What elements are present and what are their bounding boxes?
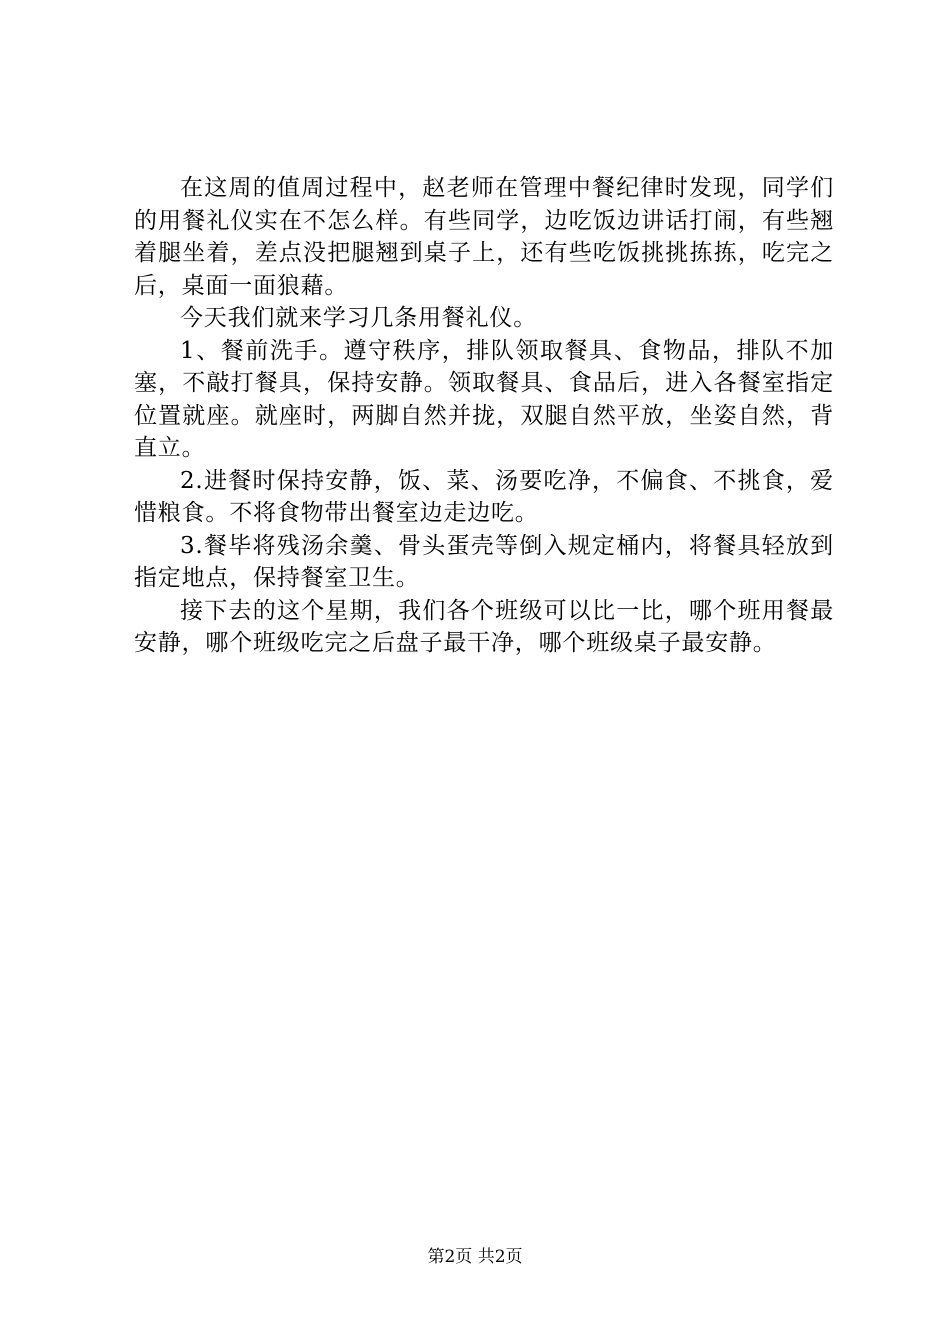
paragraph-conclusion: 接下去的这个星期，我们各个班级可以比一比，哪个班用餐最安静，哪个班级吃完之后盘子最干净，哪个班级桌子最安静。 (134, 597, 834, 656)
paragraph-rule-1: 1、餐前洗手。遵守秩序，排队领取餐具、食物品，排队不加塞，不敲打餐具，保持安静。领取餐具、食品后，进入各餐室指定位置就座。就座时，两脚自然并拢，双腿自然平放，坐姿自然，背直立。 (134, 337, 834, 461)
document-body (134, 172, 834, 660)
paragraph-intro: 在这周的值周过程中，赵老师在管理中餐纪律时发现，同学们的用餐礼仪实在不怎么样。有些同学，边吃饭边讲话打闹，有些翘着腿坐着，差点没把腿翘到桌子上，还有些吃饭挑挑拣拣，吃完之后，桌面一面狼藉。 (134, 175, 834, 299)
paragraph-rule-3: 3.餐毕将残汤余羹、骨头蛋壳等倒入规定桶内，将餐具轻放到指定地点，保持餐室卫生。 (134, 532, 834, 591)
paragraph-rule-2: 2.进餐时保持安静，饭、菜、汤要吃净，不偏食、不挑食，爱惜粮食。不将食物带出餐室边走边吃。 (134, 467, 834, 526)
paragraph-topic: 今天我们就来学习几条用餐礼仪。 (180, 305, 537, 331)
page-number-footer: 第2页 共2页 (427, 1247, 523, 1267)
